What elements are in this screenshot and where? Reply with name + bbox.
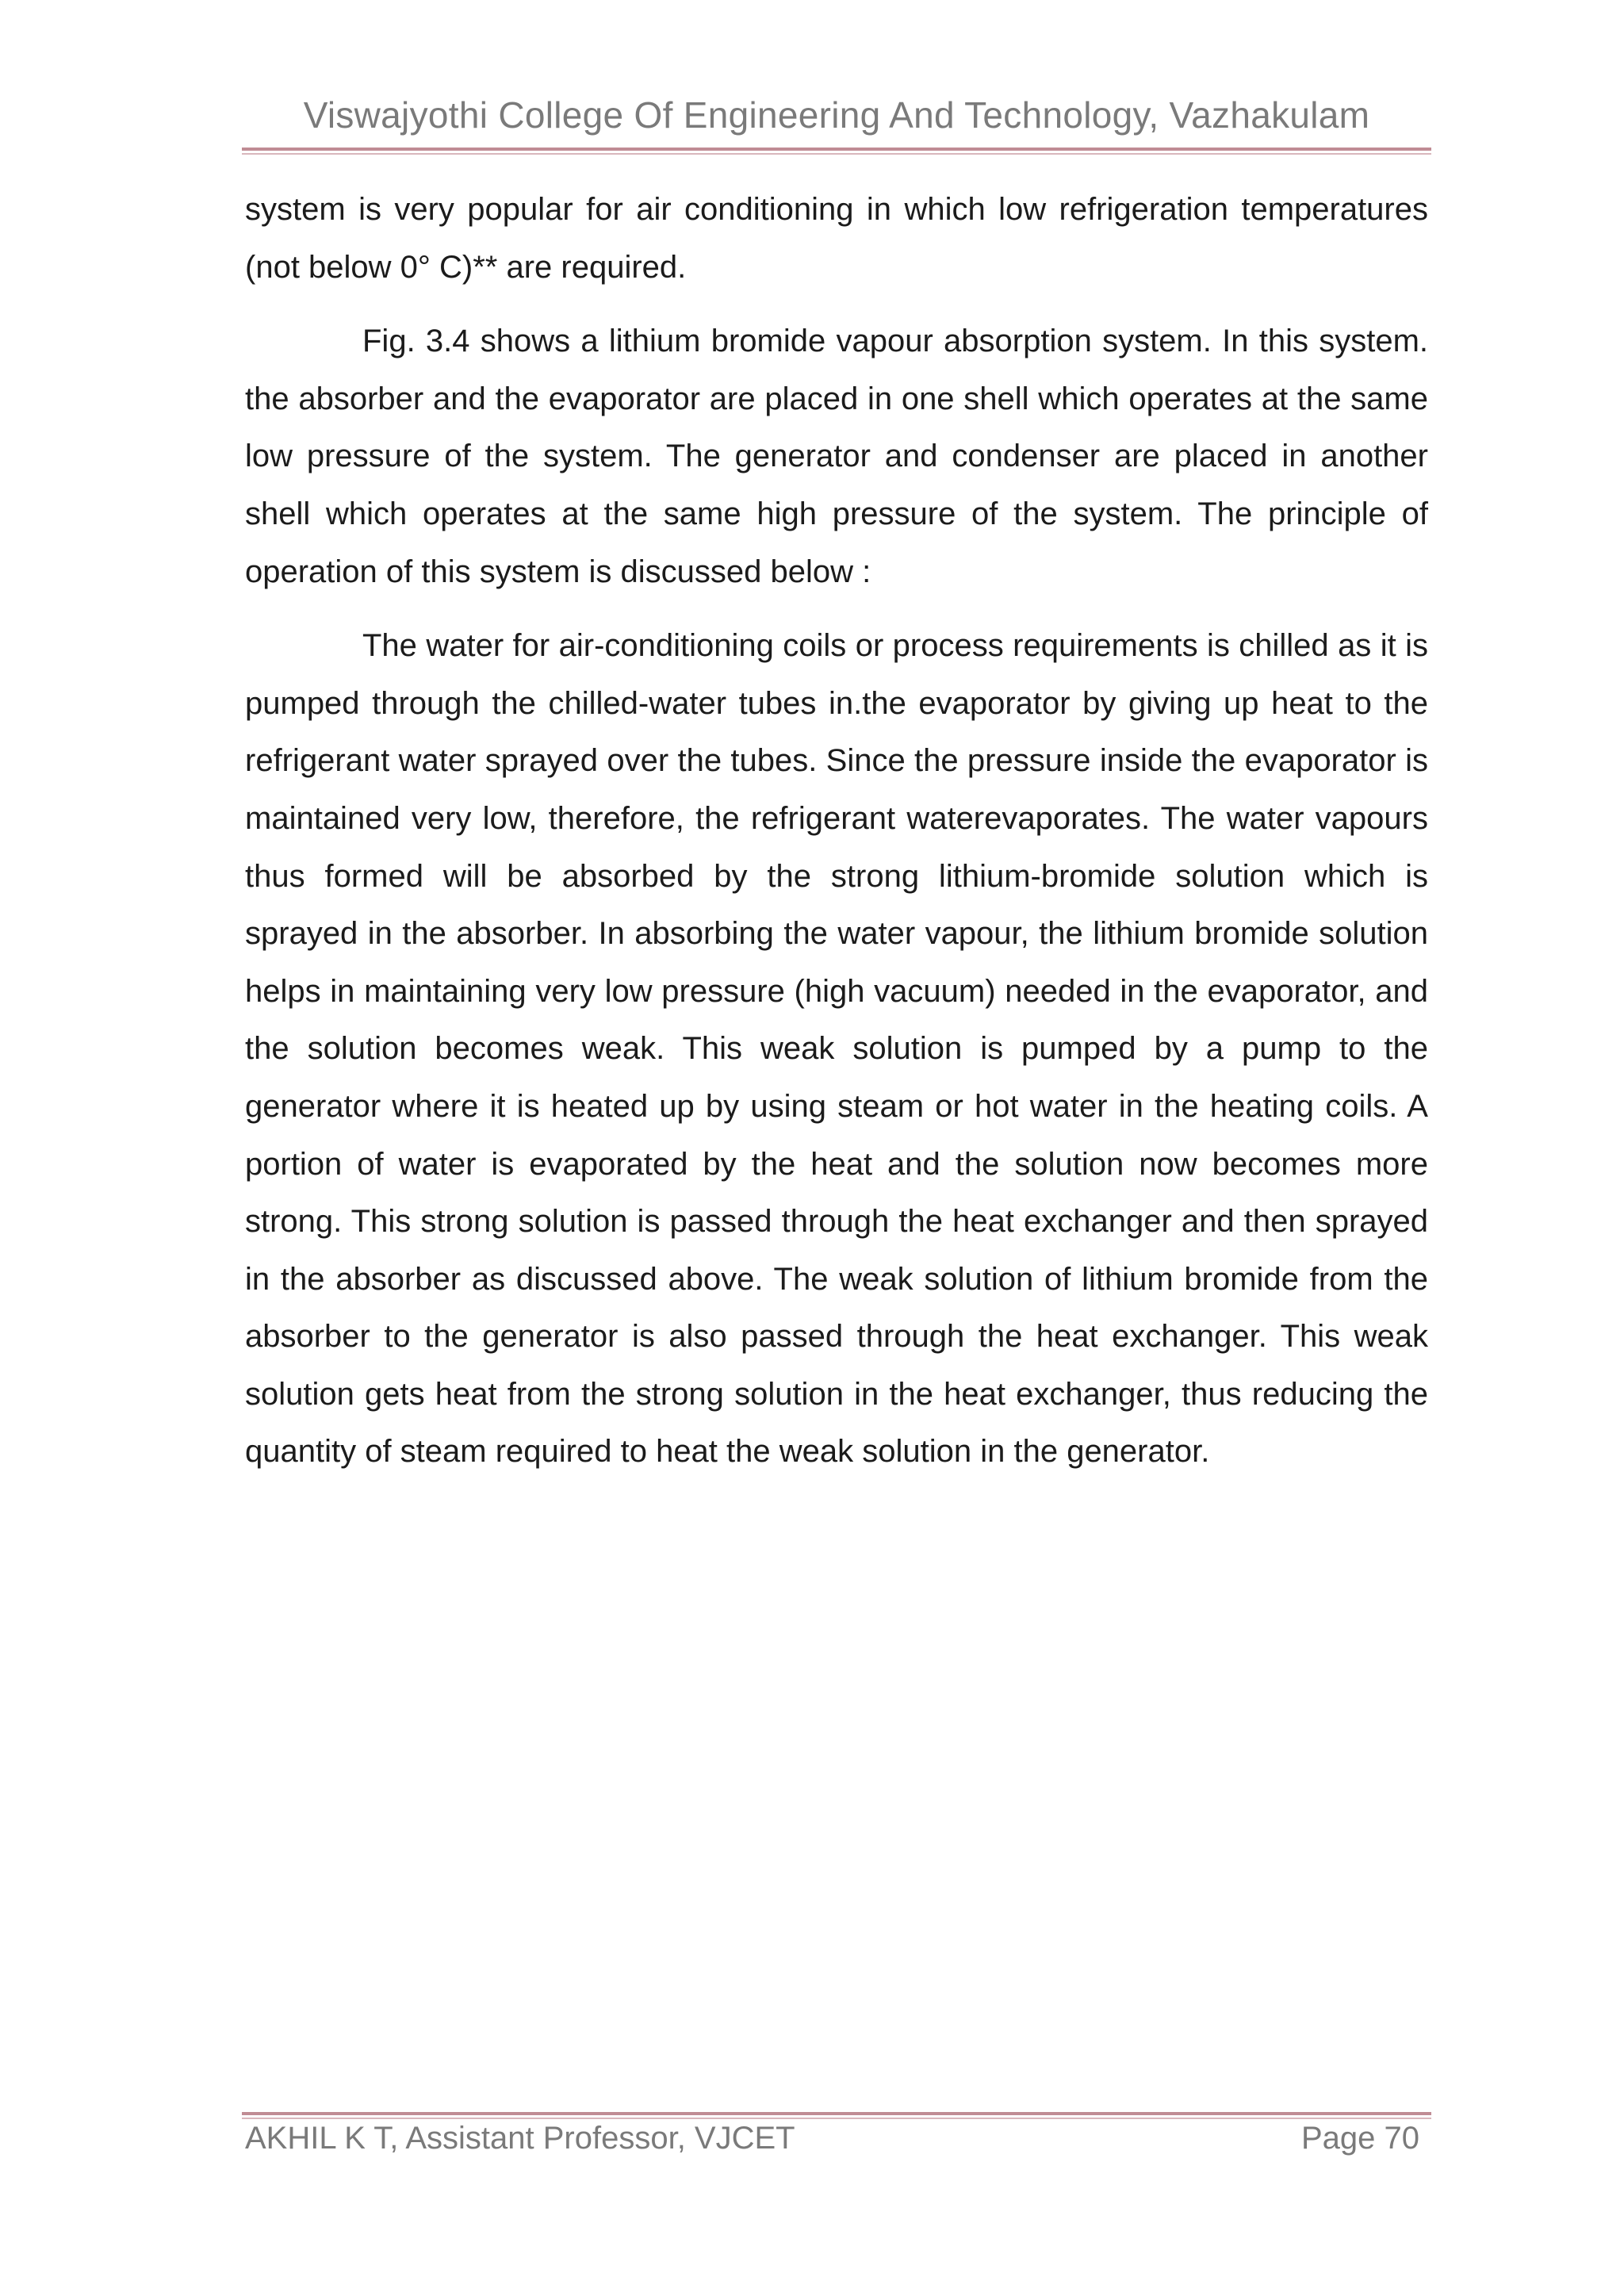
footer-rule [242, 2112, 1431, 2115]
footer-rule-thin [242, 2118, 1431, 2119]
body-text [245, 181, 1428, 1497]
paragraph-continuation: system is very popular for air conditioning in which low refrigeration temperatures (not below 0° C)** are required. [245, 192, 1428, 285]
header-rule-thin [242, 153, 1431, 155]
footer-author: AKHIL K T, Assistant Professor, VJCET [245, 2121, 795, 2156]
page-number: Page 70 [1300, 2121, 1419, 2156]
paragraph-fig-description: Fig. 3.4 shows a lithium bromide vapour absorption system. In this system. the absorber and the evaporator are placed in one shell which operates at the same low pressure of the system. The generator and condenser are placed in another shell which operates at the same high pressure of the system. The principle of operation of this system is discussed below : [245, 324, 1428, 589]
paragraph-operation: The water for air-conditioning coils or process requirements is chilled as it is pumped through the chilled-water tubes in.the evaporator by giving up heat to the refrigerant water sprayed over the tubes. Since the pressure inside the evaporator is maintained very low, therefore, the refrigerant waterevaporates. The water vapours thus formed will be absorbed by the strong lithium-bromide solution which is sprayed in the absorber. In absorbing the water vapour, the lithium bromide solution helps in maintaining very low pressure (high vacuum) needed in the evaporator, and the solution becomes weak. This weak solution is pumped by a pump to the generator where it is heated up by using steam or hot water in the heating coils. A portion of water is evaporated by the heat and the solution now becomes more strong. This strong solution is passed through the heat exchanger and then sprayed in the absorber as discussed above. The weak solution of lithium bromide from the absorber to the generator is also passed through the heat exchanger. This weak solution gets heat from the strong solution in the heat exchanger, thus reducing the quantity of steam required to heat the weak solution in the generator. [245, 628, 1428, 1470]
page-header-title: Viswajyothi College Of Engineering And Technology, Vazhakulam [303, 94, 1370, 136]
header-rule [242, 148, 1431, 151]
